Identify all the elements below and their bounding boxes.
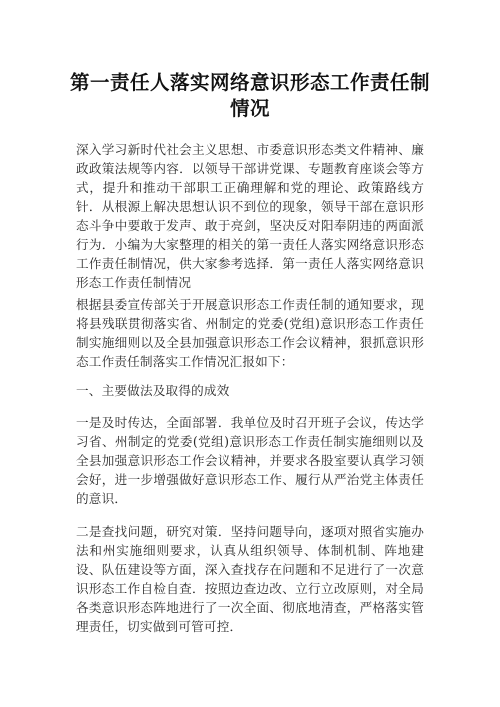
- paragraph-point-two: 二是查找问题，研究对策．坚持问题导向，逐项对照省实施办法和州实施细则要求，认真从组织领导、体制机制、阵地建设、队伍建设等方面，深入查找存在问题和不足进行了一次意识形态工作自检自查．按照边查边改、立行立改原则，对全局各类意识形态阵地进行了一次全面、彻底地清查，严格落实管理责任，切实做到可管可控．: [76, 524, 424, 634]
- paragraph-point-one: 一是及时传达，全面部署．我单位及时召开班子会议，传达学习省、州制定的党委(党组)意识形态工作责任制实施细则以及全县加强意识形态工作会议精神，并要求各股室要认真学习领会好，进一步增强做好意识形态工作、履行从严治党主体责任的意识．: [76, 415, 424, 506]
- document-title: 第一责任人落实网络意识形态工作责任制情况: [70, 71, 431, 120]
- section-heading-main-practices: 一、主要做法及取得的成效: [76, 383, 230, 398]
- paragraph-background: 根据县委宣传部关于开展意识形态工作责任制的通知要求，现将县残联贯彻落实省、州制定的党委(党组)意识形态工作责任制实施细则以及全县加强意识形态工作会议精神，狠抓意识形态工作责任制落实工作情况汇报如下：: [76, 297, 424, 369]
- paragraph-intro: 深入学习新时代社会主义思想、市委意识形态类文件精神、廉政政策法规等内容．以领导干部讲党课、专题教育座谈会等方式，提升和推动干部职工正确理解和党的理论、政策路线方针．从根源上解决思想认识不到位的现象，领导干部在意识形态斗争中要敢于发声、敢于亮剑，坚决反对阳奉阴违的两面派行为．小编为大家整理的相关的第一责任人落实网络意识形态工作责任制情况，供大家参考选择．第一责任人落实网络意识形态工作责任制情况: [76, 142, 424, 290]
